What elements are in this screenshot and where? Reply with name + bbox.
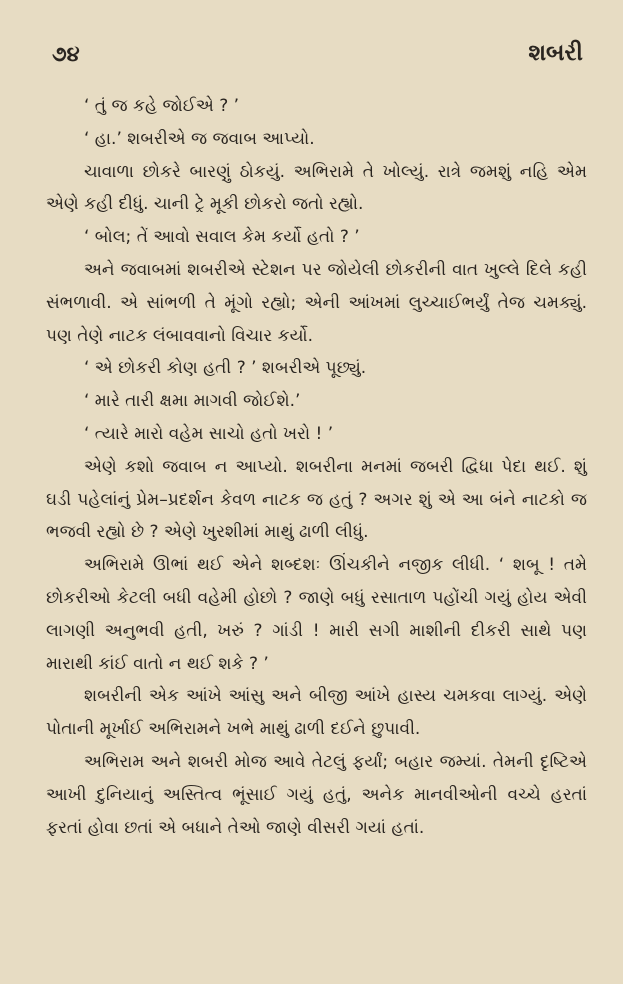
dialogue-line: ‘ એ છોકરી કોણ હતી ? ’ શબરીએ પૂછ્યું. [84, 358, 367, 379]
dialogue-line: ‘ ત્યારે મારો વહેમ સાચો હતો ખરો ! ’ [84, 423, 334, 444]
dialogue-line: ‘ હા.’ શબરીએ જ જવાબ આપ્યો. [84, 128, 315, 149]
dialogue-line: ‘ બોલ; તેં આવો સવાલ કેમ કર્યો હતો ? ’ [84, 227, 360, 248]
page-number: ૭૪ [52, 42, 80, 66]
paragraph: અભિરામે ઊભાં થઈ એને શબ્દશઃ ઊંચકીને નજીક લીધી. ‘ શબૂ ! તમે છોકરીઓ કેટલી બધી વહેમી હોછો ? જાણે બધું રસાતાળ પહોંચી ગયું હોય એવી લાગણી અનુભવી હતી, ખરું ? ગાંડી ! મારી સગી માશીની દીકરી સાથે પણ મારાથી કાંઈ વાતો ન થઈ શકે ? ’ [46, 555, 587, 674]
dialogue-line: ‘ તું જ કહે જોઈએ ? ’ [84, 96, 240, 116]
paragraph: ચાવાળા છોકરે બારણું ઠોકયું. અભિરામે તે ખોલ્યું. રાત્રે જમશું નહિ એમ એણે કહી દીધું. ચાની ટ્રે મૂકી છોકરો જતો રહ્યો. [46, 161, 587, 215]
paragraph: એણે કશો જવાબ ન આપ્યો. શબરીના મનમાં જબરી દ્વિધા પેદા થઈ. શું ઘડી પહેલાંનું પ્રેમ–પ્રદર્શન કેવળ નાટક જ હતું ? અગર શું એ આ બંને નાટકો જ ભજવી રહ્યો છે ? એણે ખુરશીમાં માથું ઢાળી લીધું. [46, 456, 587, 543]
page-header [52, 40, 583, 74]
page-body [46, 90, 587, 844]
running-title: શબરી [528, 40, 583, 66]
paragraph: શબરીની એક આંખે આંસુ અને બીજી આંખે હાસ્ય ચમકવા લાગ્યું. એણે પોતાની મૂર્ખાઈ અભિરામને ખભે માથું ઢાળી દઈને છુપાવી. [46, 686, 587, 740]
dialogue-line: ‘ મારે તારી ક્ષમા માગવી જોઈશે.’ [84, 391, 301, 412]
paragraph: અભિરામ અને શબરી મોજ આવે તેટલું ફર્યાં; બહાર જમ્યાં. તેમની દૃષ્ટિએ આખી દુનિયાનું અસ્તિત્વ ભૂંસાઈ ગયું હતું, અનેક માનવીઓની વચ્ચે હરતાં ફરતાં હોવા છતાં એ બધાને તેઓ જાણે વીસરી ગયાં હતાં. [46, 751, 587, 838]
paragraph: અને જવાબમાં શબરીએ સ્ટેશન પર જોયેલી છોકરીની વાત ખુલ્લે દિલે કહી સંભળાવી. એ સાંભળી તે મૂંગો રહ્યો; એની આંખમાં લુચ્ચાઈભર્યું તેજ ચમક્યું. પણ તેણે નાટક લંબાવવાનો વિચાર કર્યો. [46, 259, 587, 346]
